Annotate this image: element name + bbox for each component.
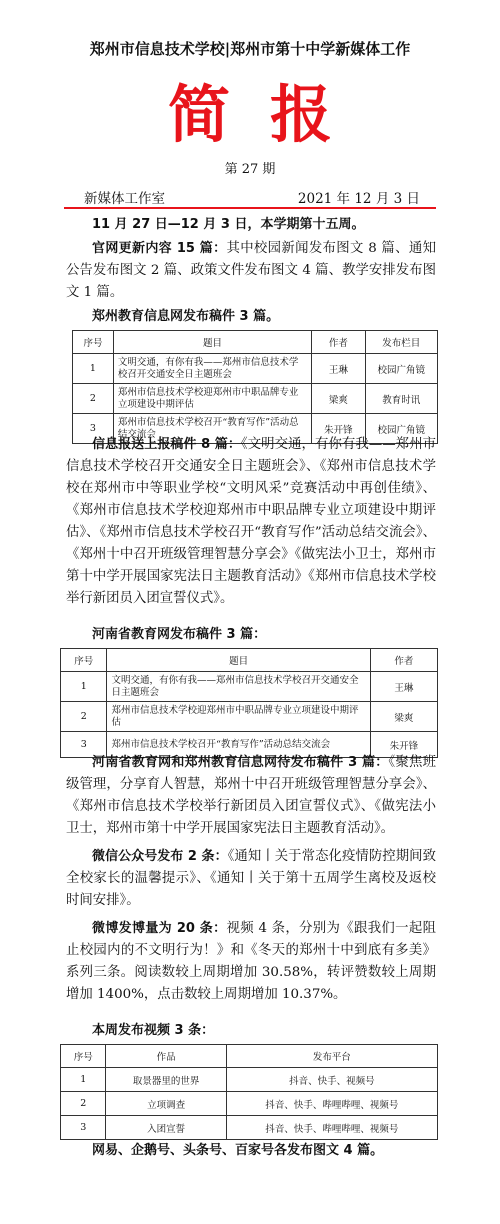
section-henan-heading xyxy=(92,624,462,646)
section-video-heading-text: 本周发布视频 3 条： xyxy=(92,1023,215,1038)
column-header: 序号 xyxy=(61,1045,106,1068)
pending-lead: 河南省教育网和郑州教育信息网待发布稿件 3 篇： xyxy=(92,755,389,770)
article-title: 郑州市信息技术学校迎郑州市中职品牌专业立项建设中期评估 xyxy=(107,702,370,732)
row-number: 1 xyxy=(73,354,114,384)
website-update-paragraph xyxy=(66,238,436,304)
other-platforms-text: 网易、企鹅号、头条号、百家号各发布图文 4 篇。 xyxy=(92,1143,384,1158)
section-zhengzhou-heading-text: 郑州教育信息网发布稿件 3 篇。 xyxy=(92,309,280,324)
row-number: 3 xyxy=(61,1116,106,1140)
column-header: 作者 xyxy=(312,331,365,354)
week-summary xyxy=(66,214,436,236)
weibo-paragraph xyxy=(66,918,436,1006)
issue-number: 第 27 期 xyxy=(224,162,276,177)
column-header: 题目 xyxy=(113,331,311,354)
table-row xyxy=(61,672,438,702)
table-row xyxy=(73,354,438,384)
column-header: 作者 xyxy=(370,649,437,672)
office-name: 新媒体工作室 xyxy=(84,191,165,207)
wechat-paragraph xyxy=(66,846,436,912)
wechat-lead: 微信公众号发布 2 条： xyxy=(92,849,228,864)
table-header-row xyxy=(61,649,438,672)
row-number: 1 xyxy=(61,1068,106,1092)
column-header: 序号 xyxy=(61,649,107,672)
row-number: 2 xyxy=(61,1092,106,1116)
table-row xyxy=(73,384,438,414)
column-header: 序号 xyxy=(73,331,114,354)
zhengzhou-table xyxy=(72,330,438,444)
table-row xyxy=(61,702,438,732)
table-row xyxy=(61,1092,438,1116)
article-author: 朱开锋 xyxy=(312,414,365,444)
wechat-text: 《通知丨关于常态化疫情防控期间致全校家长的温馨提示》、《通知丨关于第十五周学生离校及返校时间安排》。 xyxy=(66,849,436,908)
table-header-row xyxy=(73,331,438,354)
website-update-lead: 官网更新内容 15 篇： xyxy=(92,241,227,256)
info-report-paragraph xyxy=(66,434,436,610)
article-author: 王琳 xyxy=(312,354,365,384)
info-report-lead: 信息报送上报稿件 8 篇： xyxy=(92,437,241,452)
issue-date: 2021 年 12 月 3 日 xyxy=(297,191,420,207)
article-author: 朱开锋 xyxy=(370,732,437,758)
pending-paragraph xyxy=(66,752,436,840)
video-platform: 抖音、快手、视频号 xyxy=(226,1068,437,1092)
other-platforms-paragraph xyxy=(92,1140,462,1162)
table-row xyxy=(61,1116,438,1140)
video-work: 立项调查 xyxy=(106,1092,226,1116)
row-number: 3 xyxy=(73,414,114,444)
pending-text: 《聚焦班级管理，分享育人智慧，郑州十中召开班级管理智慧分享会》、《郑州市信息技术学校举行新团员入团宣誓仪式》、《做宪法小卫士，郑州市第十中学开展国家宪法日主题教育活动》。 xyxy=(66,755,436,836)
bulletin-title: 简报 xyxy=(167,78,372,151)
column-header: 发布栏目 xyxy=(365,331,437,354)
website-update-text: 其中校园新闻发布图文 8 篇、通知公告发布图文 2 篇、政策文件发布图文 4 篇、教学安排发布图文 1 篇。 xyxy=(66,241,436,300)
article-column: 校园广角镜 xyxy=(365,354,437,384)
video-platform: 抖音、快手、哔哩哔哩、视频号 xyxy=(226,1092,437,1116)
column-header: 发布平台 xyxy=(226,1045,437,1068)
article-author: 梁爽 xyxy=(370,702,437,732)
row-number: 2 xyxy=(61,702,107,732)
weibo-lead: 微博发博量为 20 条： xyxy=(92,921,227,936)
henan-table xyxy=(60,648,438,758)
red-divider xyxy=(64,207,436,209)
organization-title: 郑州市信息技术学校|郑州市第十中学新媒体工作 xyxy=(89,40,411,58)
week-summary-text: 11 月 27 日—12 月 3 日，本学期第十五周。 xyxy=(92,217,365,232)
article-author: 梁爽 xyxy=(312,384,365,414)
article-column: 校园广角镜 xyxy=(365,414,437,444)
row-number: 1 xyxy=(61,672,107,702)
info-report-text: 《文明交通，有你有我——郑州市信息技术学校召开交通安全日主题班会》、《郑州市信息技术学校在郑州市中等职业学校“文明风采”竞赛活动中再创佳绩》、《郑州市信息技术学校迎郑州市中职品牌专业立项建设中期评估》、《郑州市信息技术学校召开“教育写作”活动总结交流会》、《郑州十中召开班级管理智慧分享会》《做宪法小卫士，郑州市第十中学开展国家宪法日主题教育活动》《郑州市信息技术学校举行新团员入团宣誓仪式》。 xyxy=(66,437,436,606)
article-title: 文明交通，有你有我——郑州市信息技术学校召开交通安全日主题班会 xyxy=(113,354,311,384)
table-row xyxy=(61,1068,438,1092)
row-number: 2 xyxy=(73,384,114,414)
article-author: 王琳 xyxy=(370,672,437,702)
article-column: 教育时讯 xyxy=(365,384,437,414)
column-header: 题目 xyxy=(107,649,370,672)
video-work: 入团宣誓 xyxy=(106,1116,226,1140)
section-video-heading xyxy=(92,1020,462,1042)
article-title: 郑州市信息技术学校迎郑州市中职品牌专业立项建设中期评估 xyxy=(113,384,311,414)
video-table xyxy=(60,1044,438,1140)
weibo-text: 视频 4 条，分别为《跟我们一起阻止校园内的不文明行为！》和《冬天的郑州十中到底有多美》系列三条。阅读数较上周期增加 30.58%，转评赞数较上周期增加 1400%，点击数较上周期增加 10.37%。 xyxy=(66,921,436,1002)
section-zhengzhou-heading xyxy=(92,306,462,328)
video-platform: 抖音、快手、哔哩哔哩、视频号 xyxy=(226,1116,437,1140)
column-header: 作品 xyxy=(106,1045,226,1068)
table-header-row xyxy=(61,1045,438,1068)
article-title: 郑州市信息技术学校召开“教育写作”活动总结交流会 xyxy=(107,732,370,758)
video-work: 取景器里的世界 xyxy=(106,1068,226,1092)
article-title: 郑州市信息技术学校召开“教育写作”活动总结交流会 xyxy=(113,414,311,444)
row-number: 3 xyxy=(61,732,107,758)
section-henan-heading-text: 河南省教育网发布稿件 3 篇： xyxy=(92,627,267,642)
article-title: 文明交通，有你有我——郑州市信息技术学校召开交通安全日主题班会 xyxy=(107,672,370,702)
